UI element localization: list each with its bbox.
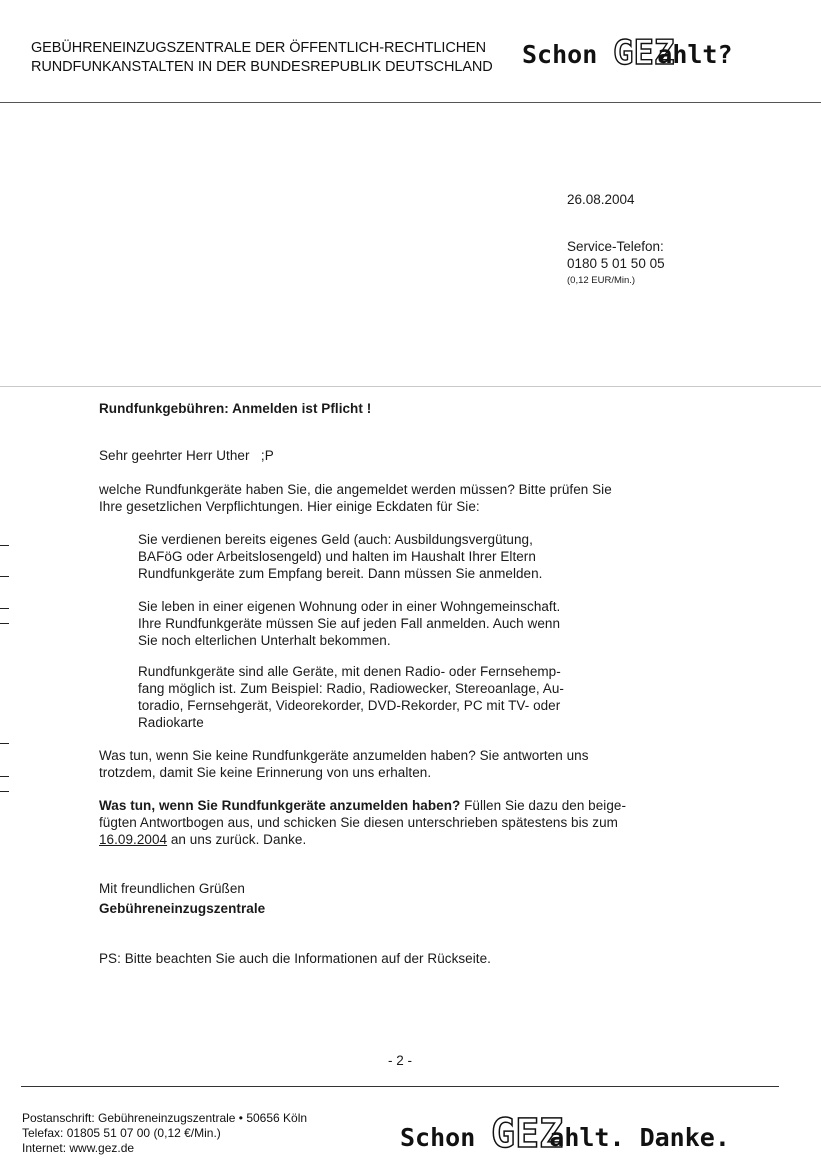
text-line: trotzdem, damit Sie keine Erinnerung von uns erhalten. [99,765,432,780]
logo-prefix: Schon [400,1123,476,1152]
margin-mark [0,791,9,792]
salutation: Sehr geehrter Herr Uther ;P [99,448,274,463]
text-line: toradio, Fernsehgerät, Videorekorder, DVD-Rekorder, PC mit TV- oder [138,698,561,713]
service-phone-cost: (0,12 EUR/Min.) [567,275,636,286]
gez-mark-icon [489,1111,564,1157]
margin-mark [0,776,9,777]
signature-name: Gebühreneinzugszentrale [99,901,266,916]
page-number: - 2 - [388,1053,413,1068]
text-line: welche Rundfunkgeräte haben Sie, die angemeldet werden müssen? Bitte prüfen Sie [99,482,612,497]
margin-mark [0,608,9,609]
logo-suffix: ahlt? [657,40,733,69]
logo-mark-text: GEZ [491,1111,564,1157]
text-line: Sie leben in einer eigenen Wohnung oder in einer Wohngemeinschaft. [138,599,561,614]
margin-mark [0,623,9,624]
text-line: Sie verdienen bereits eigenes Geld (auch: Ausbildungsvergütung, [138,532,533,547]
letter-date: 26.08.2004 [567,192,635,207]
text-line: fügten Antwortbogen aus, und schicken Sie diesen unterschrieben spätestens bis zum [99,815,618,830]
text-line: Rundfunkgeräte zum Empfang bereit. Dann müssen Sie anmelden. [138,566,543,581]
footer-contact [22,1111,307,1156]
fax-number: Telefax: 01805 51 07 00 (0,12 €/Min.) [22,1126,221,1140]
text-line [99,831,709,848]
service-phone-number: 0180 5 01 50 05 [567,256,665,271]
postal-address: Postanschrift: Gebühreneinzugszentrale • 50656 Köln [22,1111,308,1125]
closing-phrase: Mit freundlichen Grüßen [99,881,245,896]
letter-subject: Rundfunkgebühren: Anmelden ist Pflicht ! [99,401,372,416]
gez-logo-header [522,33,733,73]
footer-divider [21,1086,779,1087]
text-line: BAFöG oder Arbeitslosengeld) und halten im Haushalt Ihrer Eltern [138,549,536,564]
text-line: Rundfunkgeräte sind alle Geräte, mit denen Radio- oder Fernsehemp- [138,664,561,679]
register-devices-paragraph [99,797,709,848]
text-line: Sie noch elterlichen Unterhalt bekommen. [138,633,391,648]
header-divider [0,102,821,103]
sender-organization [31,39,493,77]
criterion-device-definition [138,663,658,731]
text-line: Radiokarte [138,715,204,730]
text-line: Was tun, wenn Sie keine Rundfunkgeräte anzumelden haben? Sie antworten uns [99,748,589,763]
intro-paragraph [99,481,709,515]
text-span: Füllen Sie dazu den beige- [460,798,627,813]
text-line [99,797,709,814]
logo-suffix: ahlt. Danke. [549,1123,730,1152]
org-line-2: RUNDFUNKANSTALTEN IN DER BUNDESREPUBLIK DEUTSCHLAND [31,59,493,75]
margin-mark [0,576,9,577]
margin-mark [0,743,9,744]
logo-mark-text: GEZ [613,33,675,73]
gez-logo-footer [400,1111,730,1157]
text-span: an uns zurück. Danke. [167,832,307,847]
logo-prefix: Schon [522,40,598,69]
postscript: PS: Bitte beachten Sie auch die Informationen auf der Rückseite. [99,951,491,966]
margin-mark [0,545,9,546]
criterion-own-income [138,531,658,582]
fold-line [0,386,821,387]
text-line: Ihre Rundfunkgeräte müssen Sie auf jeden Fall anmelden. Auch wenn [138,616,561,631]
criterion-own-apartment [138,598,658,649]
deadline-date: 16.09.2004 [99,832,168,847]
org-line-1: GEBÜHRENEINZUGSZENTRALE DER ÖFFENTLICH-RECHTLICHEN [31,40,487,56]
no-devices-paragraph [99,747,709,781]
service-phone-label: Service-Telefon: [567,239,664,254]
question-heading: Was tun, wenn Sie Rundfunkgeräte anzumelden haben? [99,798,461,813]
text-line: Ihre gesetzlichen Verpflichtungen. Hier einige Eckdaten für Sie: [99,499,480,514]
website: Internet: www.gez.de [22,1141,135,1155]
gez-mark-icon [611,33,675,73]
text-line: fang möglich ist. Zum Beispiel: Radio, Radiowecker, Stereoanlage, Au- [138,681,564,696]
